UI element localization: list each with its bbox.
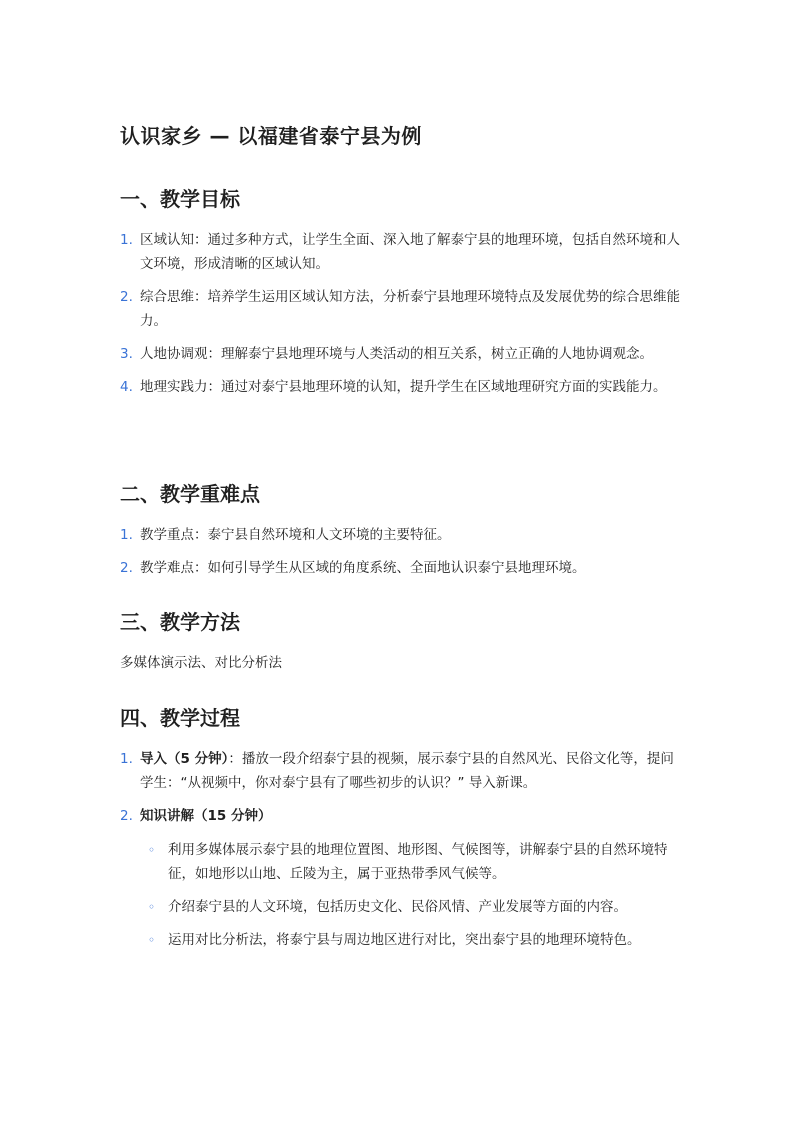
list-item-text: 教学重点：泰宁县自然环境和人文环境的主要特征。 [140,527,451,543]
list-item [120,556,680,580]
list-number: 3. [120,346,133,362]
list-item [120,342,680,366]
step-label: 知识讲解（15 分钟） [140,808,272,824]
list-item-text: 教学难点：如何引导学生从区域的角度系统、全面地认识泰宁县地理环境。 [140,560,586,576]
list-number: 2. [120,289,133,305]
section-heading-methods: 三、教学方法 [120,610,240,634]
step-text: ：播放一段介绍泰宁县的视频，展示泰宁县的自然风光、民俗文化等，提问学生：“从视频中，你对泰宁县有了哪些初步的认识？” 导入新课。 [140,751,674,791]
list-item [120,804,680,828]
list-item [120,285,680,333]
list-item-text: 区域认知：通过多种方式，让学生全面、深入地了解泰宁县的地理环境，包括自然环境和人文环境，形成清晰的区域认知。 [140,232,680,272]
methods-text: 多媒体演示法、对比分析法 [120,655,282,671]
list-number: 4. [120,379,133,395]
list-item-text: 综合思维：培养学生运用区域认知方法，分析泰宁县地理环境特点及发展优势的综合思维能力。 [140,289,680,329]
bullet-text: 介绍泰宁县的人文环境，包括历史文化、民俗风情、产业发展等方面的内容。 [168,899,627,915]
process-list [120,747,680,828]
section-heading-key-points: 二、教学重难点 [120,482,260,506]
section-heading-objectives: 一、教学目标 [120,187,240,211]
objectives-list [120,228,680,399]
section-heading-process: 四、教学过程 [120,706,240,730]
document-title: 认识家乡 — 以福建省泰宁县为例 [120,124,422,148]
bullet-text: 运用对比分析法，将泰宁县与周边地区进行对比，突出泰宁县的地理环境特色。 [168,932,641,948]
list-number: 2. [120,560,133,576]
bullet-icon: ◦ [148,843,156,857]
bullet-item [148,928,688,952]
list-item [120,228,680,276]
list-item [120,523,680,547]
bullet-icon: ◦ [148,933,156,947]
bullet-text: 利用多媒体展示泰宁县的地理位置图、地形图、气候图等，讲解泰宁县的自然环境特征，如地形以山地、丘陵为主，属于亚热带季风气候等。 [168,842,668,882]
bullet-icon: ◦ [148,900,156,914]
list-number: 1. [120,527,133,543]
list-number: 2. [120,808,133,824]
list-item-text: 人地协调观：理解泰宁县地理环境与人类活动的相互关系，树立正确的人地协调观念。 [140,346,653,362]
lecture-bullets [148,838,688,952]
list-item [120,375,680,399]
list-number: 1. [120,232,133,248]
bullet-item [148,895,688,919]
step-label: 导入（5 分钟） [140,751,229,767]
list-item-text: 地理实践力：通过对泰宁县地理环境的认知，提升学生在区域地理研究方面的实践能力。 [140,379,667,395]
key-points-list [120,523,680,580]
list-number: 1. [120,751,133,767]
list-item [120,747,680,795]
bullet-item [148,838,688,886]
